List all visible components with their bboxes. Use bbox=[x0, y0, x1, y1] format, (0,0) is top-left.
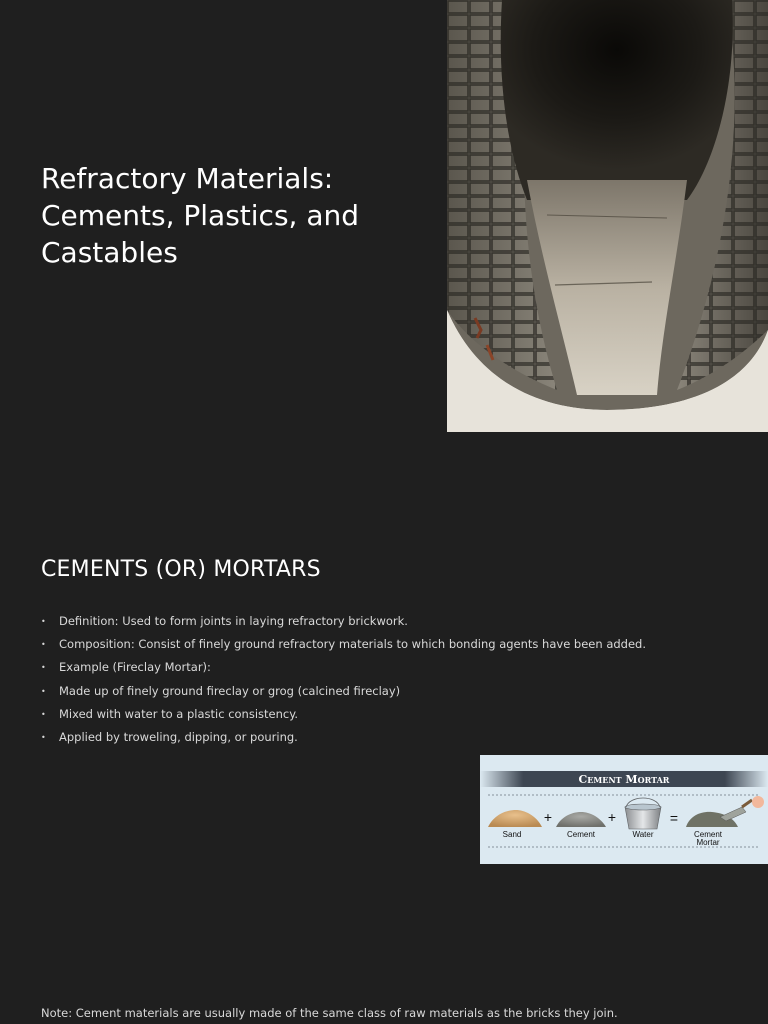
equals-icon: = bbox=[669, 810, 679, 826]
diagram-label-sand: Sand bbox=[502, 830, 522, 839]
footnote: Note: Cement materials are usually made of the same class of raw materials as the bricks they join. bbox=[41, 1006, 618, 1020]
bullet-text: Definition: Used to form joints in laying refractory brickwork. bbox=[59, 614, 408, 628]
bullet-text: Mixed with water to a plastic consistency. bbox=[59, 706, 299, 721]
diagram-label-cement: Cement bbox=[566, 830, 596, 839]
diagram-label-water: Water bbox=[632, 830, 654, 839]
mortar-trowel-icon bbox=[686, 796, 764, 827]
water-bucket-icon bbox=[625, 798, 661, 829]
cement-mortar-diagram bbox=[480, 755, 768, 864]
bullet-text: Example (Fireclay Mortar): bbox=[59, 660, 211, 675]
plus-icon: + bbox=[543, 809, 553, 825]
sand-pile-icon bbox=[488, 810, 542, 827]
bullet-dot-icon: • bbox=[41, 709, 46, 719]
bullet-dot-icon: • bbox=[41, 686, 46, 696]
section-heading: CEMENTS (OR) MORTARS bbox=[41, 557, 321, 582]
bullet-text: Composition: Consist of finely ground refractory materials to which bonding agents have been added. bbox=[59, 637, 646, 652]
bullet-item bbox=[41, 656, 741, 679]
title-line-1: Refractory Materials: bbox=[41, 162, 334, 195]
bullet-list bbox=[41, 610, 741, 749]
bullet-item bbox=[41, 680, 741, 703]
title-line-2: Cements, Plastics, and bbox=[41, 199, 360, 232]
bullet-item bbox=[41, 610, 741, 633]
title-line-3: Castables bbox=[41, 236, 178, 269]
cement-pile-icon bbox=[556, 812, 606, 827]
slide-title bbox=[41, 160, 421, 271]
diagram-title: Cement Mortar bbox=[578, 773, 670, 786]
bullet-dot-icon: • bbox=[41, 617, 46, 626]
diagram-label-result-line2: Mortar bbox=[696, 838, 720, 847]
bullet-text: Made up of finely ground fireclay or grog (calcined fireclay) bbox=[59, 683, 401, 698]
bullet-dot-icon: • bbox=[41, 733, 46, 743]
bullet-dot-icon: • bbox=[41, 663, 46, 673]
diagram-label-result-line1: Cement bbox=[693, 830, 723, 839]
plus-icon: + bbox=[607, 809, 617, 825]
bullet-item bbox=[41, 726, 741, 749]
title-slide bbox=[0, 0, 768, 432]
cements-slide bbox=[0, 432, 768, 1024]
bullet-item bbox=[41, 703, 741, 726]
kiln-interior-photo bbox=[447, 0, 768, 432]
bullet-text: Applied by troweling, dipping, or pouring. bbox=[59, 730, 298, 745]
bullet-dot-icon: • bbox=[41, 640, 46, 650]
bullet-item bbox=[41, 633, 741, 656]
